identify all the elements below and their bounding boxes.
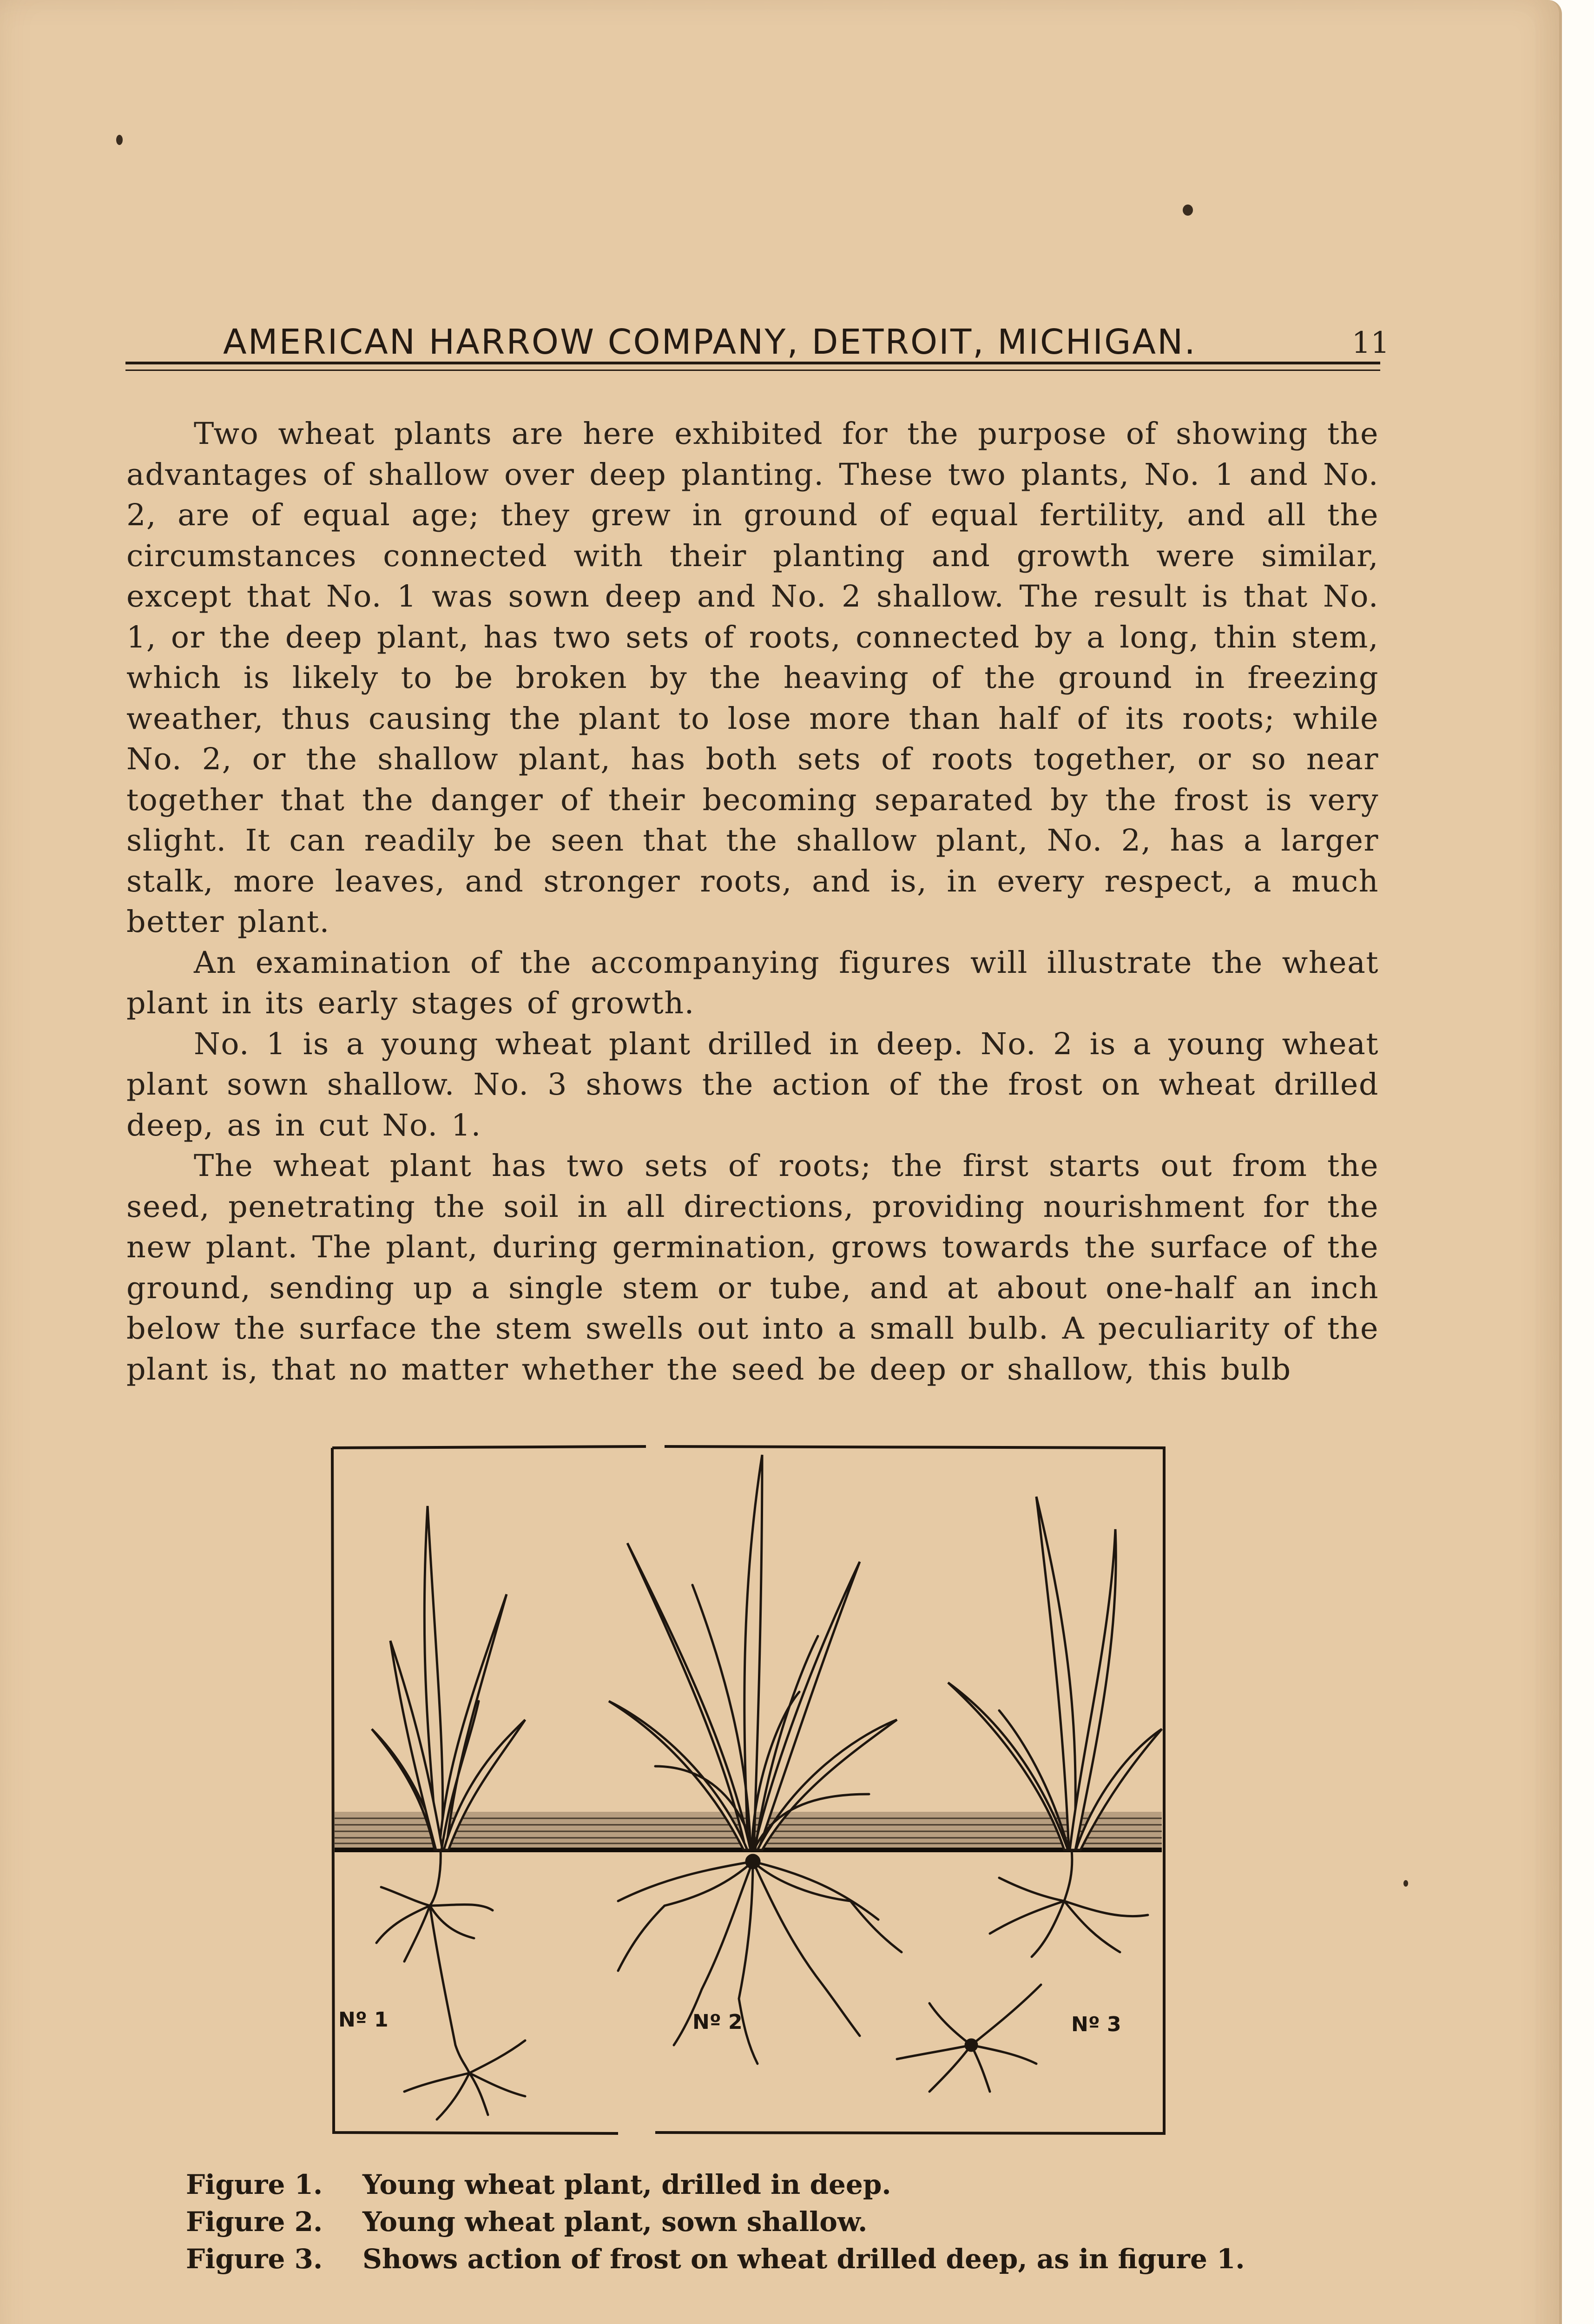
caption-text: Shows action of frost on wheat drilled deep, as in figure 1. [362,2243,1245,2275]
paragraph: Two wheat plants are here exhibited for the purpose of showing the advantages of shallow over deep planting. These two plants, No. 1 and No. 2, are of equal age; they grew in ground of equal fertility, and all the circumstances connected with their planting and growth were similar, except that No. 1 was sown deep and No. 2 shallow. The result is that No. 1, or the deep plant, has two sets of roots, connected by a long, thin stem, which is likely to be broken by the heaving of the ground in freezing weather, thus causing the plant to lose more than half of its roots; while No. 2, or the shallow plant, has both sets of roots together, or so near together that the danger of their becoming separated by the frost is very slight. It can readily be seen that the shallow plant, No. 2, has a larger stalk, more leaves, and stronger roots, and is, in every respect, a much better plant. [126,416,1379,939]
plant-2 [609,1455,902,2064]
caption-text: Young wheat plant, drilled in deep. [362,2169,891,2200]
figure-captions [186,2166,1348,2278]
wheat-plants-illustration [330,1441,1171,2138]
page-number: 11 [1351,326,1390,360]
illustration-svg [330,1441,1171,2138]
paragraph: No. 1 is a young wheat plant drilled in deep. No. 2 is a young wheat plant sown shallow. No. 3 shows the action of the frost on wheat drilled deep, as in cut No. 1. [126,1026,1379,1143]
caption-text: Young wheat plant, sown shallow. [362,2206,868,2238]
caption-row [186,2240,1348,2278]
paper-speck [116,135,123,145]
caption-number: Figure 2. [186,2206,323,2238]
paragraph: The wheat plant has two sets of roots; the first starts out from the seed, penetrating the soil in all directions, providing nourishment for the new plant. The plant, during germination, grows towards the surface of the ground, sending up a single stem or tube, and at about one-half an inch below the surface the stem swells out into a small bulb. A peculiarity of the plant is, that no matter whether the seed be deep or shallow, this bulb [126,1149,1379,1387]
plant-3 [897,1497,1162,2092]
header-title: AMERICAN HARROW COMPANY, DETROIT, MICHIGAN. [223,322,1197,362]
figure-label-1: Nº 1 [338,2008,389,2032]
caption-number: Figure 1. [186,2169,323,2200]
caption-number: Figure 3. [186,2243,323,2275]
body-text [126,414,1379,1390]
figure-label-3: Nº 3 [1071,2013,1121,2036]
header-rule [125,362,1380,371]
figure-label-2: Nº 2 [692,2010,743,2034]
paper-speck [1403,1880,1408,1887]
running-header [125,314,1390,365]
caption-row [186,2166,1348,2203]
caption-row [186,2203,1348,2240]
paper-speck [1183,205,1193,216]
paragraph: An examination of the accompanying figures will illustrate the wheat plant in its early stages of growth. [126,945,1379,1021]
